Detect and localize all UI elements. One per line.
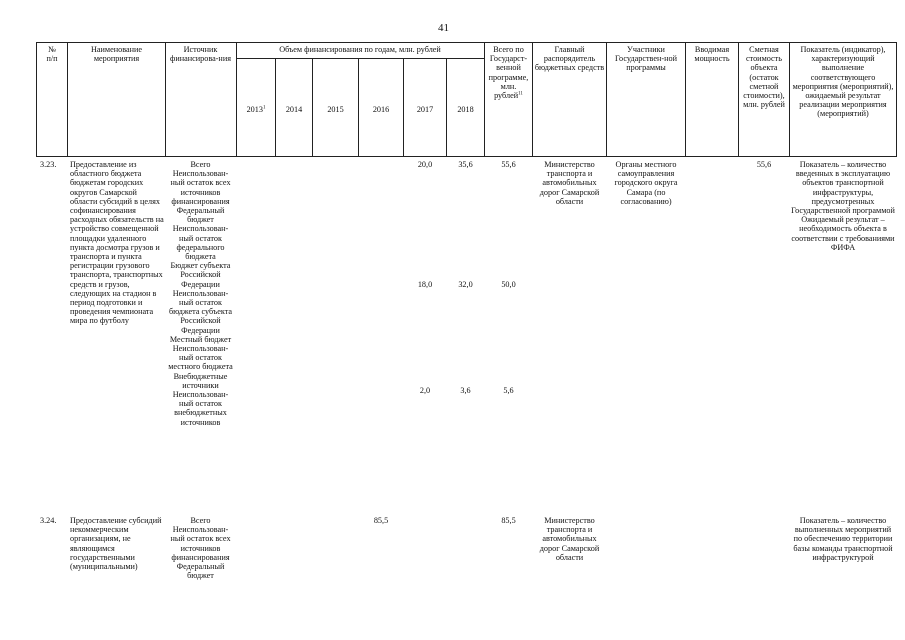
header-num: № п/п [46,45,58,64]
row-number: 3.23. [40,160,57,169]
row-number: 3.24. [40,516,57,525]
value-total-all: 55,6 [501,160,516,169]
value-2015-all: 85,5 [373,516,389,525]
value-2018-local: 3,6 [460,386,471,395]
col-border [236,42,237,157]
header-capacity: Вводимая мощность [694,45,730,64]
header-year-2015: 2015 [327,105,344,114]
header-year-2018: 2018 [457,105,474,114]
header-year-2016: 2016 [372,105,390,114]
header-participants: Участники Государствен-ной программы [615,45,677,73]
page-number: 41 [438,22,449,34]
col-border [67,42,68,157]
col-border [165,42,166,157]
header-manager: Главный распорядитель бюджетных средств [534,45,605,73]
row-indicator: Показатель – количество выполненных мероприятий по обеспечению территории базы команды транспортной инфраструктурой [793,516,893,562]
row-name: Предоставление субсидий некоммерческим организациям, не являющимся государственными (муниципальными) [70,516,162,572]
col-border [606,42,607,157]
header-name: Наименование мероприятия [90,45,142,64]
value-2018-all: 35,6 [458,160,473,169]
header-year-2014: 2014 [285,105,303,114]
value-2017-all: 20,0 [417,160,433,169]
value-total-regional: 50,0 [501,280,516,289]
col-border [896,42,897,157]
col-border [532,42,533,157]
row-manager: Министерство транспорта и автомобильных дорог Самарской области [539,160,600,206]
row-source: Всего Неиспользован-ный остаток всех источников финансирования Федеральный бюджет Неиспользован-ный остаток федерального бюджета Бюджет субъекта Российской Федерации Неиспользован-ный остаток бюджета субъекта Российской Федерации Местный бюджет Неиспользован-ный остаток местного бюджета Внебюджетные источники Неиспользован-ный остаток внебюджетных источников [168,160,233,427]
header-volume: Объем финансирования по годам, млн. рублей [279,45,441,54]
header-source: Источник финансирова-ния [170,45,231,64]
row-manager: Министерство транспорта и автомобильных дорог Самарской области [539,516,600,562]
col-border [484,42,485,157]
value-total-all: 85,5 [501,516,516,525]
header-year-2013: 2013$^1$ [246,105,266,114]
header-estimate: Сметная стоимость объекта (остаток сметной стоимости), млн. рублей [743,45,785,110]
col-border [36,42,37,157]
row-source: Всего Неиспользован-ный остаток всех источников финансирования Федеральный бюджет [170,516,231,581]
row-estimate: 55,6 [756,160,772,169]
value-2017-regional: 18,0 [417,280,433,289]
col-border [685,42,686,157]
row-name: Предоставление из областного бюджета бюджетам городских округов Самарской области субсидий в целях софинансирования расходных обязательств на устройство совмещенной площадки удаленного пункта досмотра грузов и транспорта и пункта регистрации грузового транспорта, транспортных средств и грузов, следующих на стадион в период подготовки и проведения чемпионата мира по футболу [70,160,164,326]
header-indicator: Показатель (индикатор), характеризующий выполнение соответствующего мероприятия (мероприятий), ожидаемый результат реализации мероприятия (мероприятий) [792,45,894,119]
header-year-2017: 2017 [416,105,434,114]
value-2017-local: 2,0 [419,386,431,395]
header-total: Всего по Государст-венной программе, млн. рублей$^{11}$ [488,45,529,101]
row-participants: Органы местного самоуправления городского округа Самара (по согласованию) [614,160,678,206]
row-indicator: Показатель – количество введенных в эксплуатацию объектов транспортной инфраструктуры, предусмотренных Государственной программой Ожидаемый результат – необходимость объекта в соответствии с требованиями ФИФА [791,160,895,252]
col-border [789,42,790,157]
value-total-local: 5,6 [503,386,514,395]
value-2018-regional: 32,0 [458,280,473,289]
